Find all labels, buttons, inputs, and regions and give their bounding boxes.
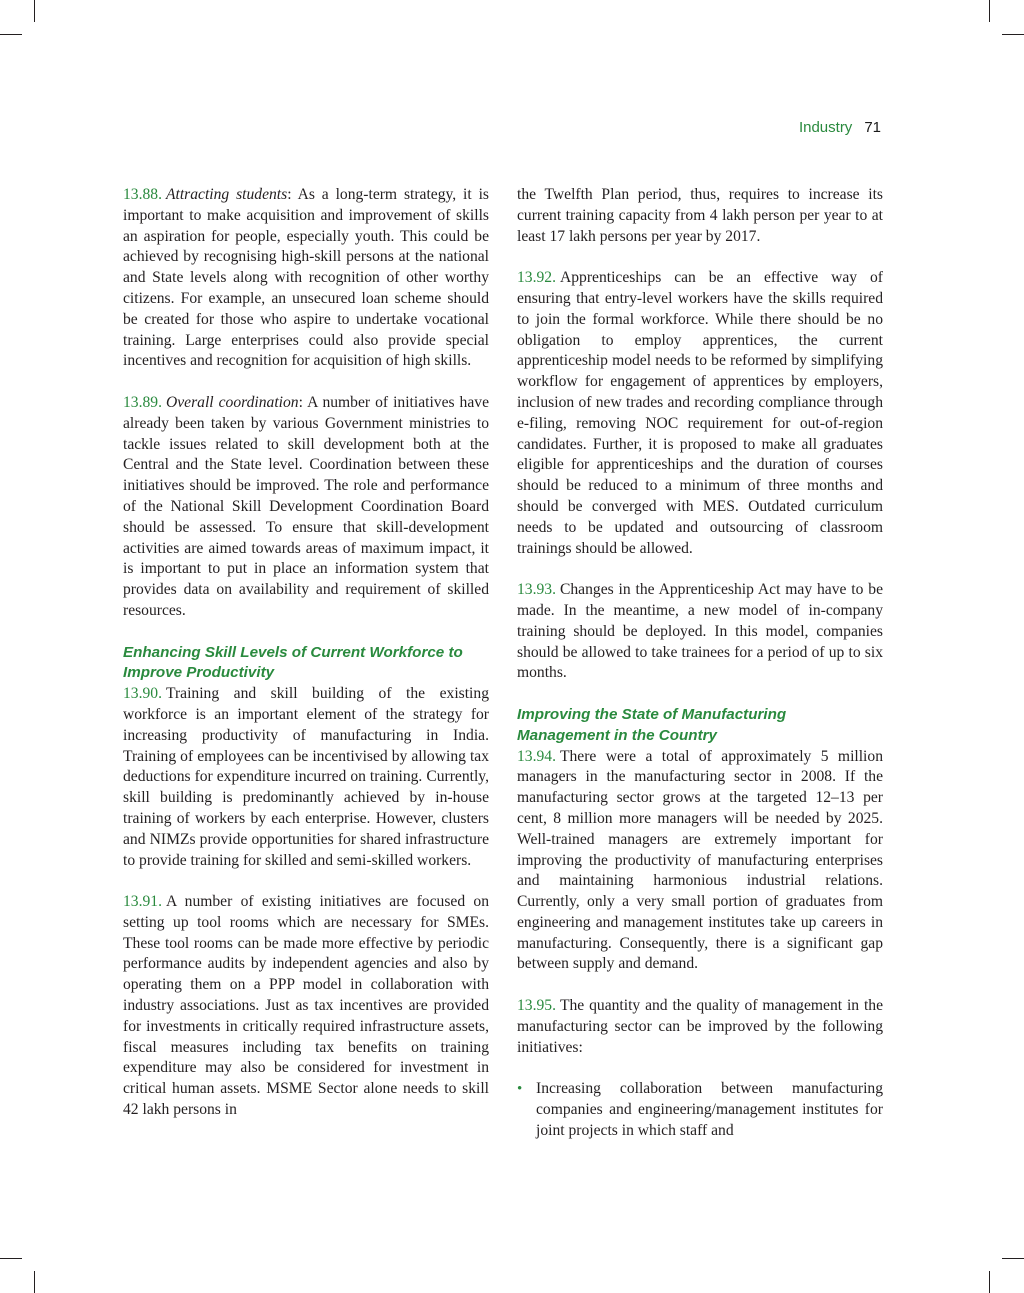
paragraph-text: Training and skill building of the existing workforce is an important element of the strategy for increasing productivity of manufacturing in India. Training of employees can be incentivised by allowing tax deductions for expenditure incurred on training. Currently, skill building is predominantly achieved by in-house training of workers by each enterprise. However, clusters and NIMZs provide opportunities for shared infrastructure to provide training for skilled and semi-skilled workers.	[123, 685, 489, 869]
paragraph-text: There were a total of approximately 5 million managers in the manufacturing sector in 2008. If the manufacturing sector grows at the targeted 12–13 per cent, 8 million more managers will be needed by 2025. Well-trained managers are extremely important for improving the productivity of manufacturing enterprises and maintaining harmonious industrial relations. Currently, only a very small portion of graduates from engineering and management institutes take up careers in manufacturing. Consequently, there is a significant gap between supply and demand.	[517, 747, 883, 973]
page-number: 71	[864, 119, 881, 136]
paragraph-number: 13.93.	[517, 581, 556, 599]
paragraph-text: the Twelfth Plan period, thus, requires to increase its current training capacity from 4 lakh person per year to at least 17 lakh persons per year by 2017.	[517, 186, 883, 245]
paragraph-13-94	[517, 747, 883, 976]
paragraph-13-91	[123, 892, 489, 1121]
paragraph-continued	[517, 185, 883, 247]
paragraph-text: Apprenticeships can be an effective way of ensuring that entry-level workers have the skills required to join the formal workforce. While there should be no obligation to employ apprentices, the current apprenticeship model needs to be reformed by simplifying workflow for engagement of apprentices by employers, inclusion of new trades and recording compliance through e-filing, removing NOC requirement for out-of-region candidates. Further, it is proposed to make all graduates eligible for apprenticeships and the duration of courses should be reduced to a minimum of three months and should be converged with MES. Outdated curriculum needs to be updated and outsourcing of classroom trainings should be allowed.	[517, 269, 883, 557]
paragraph-13-88	[123, 185, 489, 372]
paragraph-number: 13.94.	[517, 747, 556, 765]
paragraph-13-95	[517, 996, 883, 1058]
bullet-list	[517, 1079, 883, 1141]
paragraph-13-90	[123, 684, 489, 871]
crop-mark-bottom-right-v	[989, 1271, 990, 1293]
paragraph-number: 13.90.	[123, 685, 162, 703]
paragraph-lead: Overall coordination	[165, 393, 299, 411]
section-subheading: Improving the State of Manufacturing Management in the Country	[517, 705, 787, 744]
paragraph-13-89	[123, 393, 489, 622]
crop-mark-bottom-left-v	[34, 1271, 35, 1293]
crop-mark-bottom-left-h	[0, 1258, 22, 1259]
paragraph-text: The quantity and the quality of management in the manufacturing sector can be improved by the following initiatives:	[517, 997, 883, 1056]
crop-mark-top-left-h	[0, 34, 22, 35]
section-subheading: Enhancing Skill Levels of Current Workforce to Improve Productivity	[123, 643, 463, 682]
running-head-section: Industry	[798, 119, 853, 136]
bullet-item: • Increasing collaboration between manufacturing companies and engineering/management institutes for joint projects in which staff and	[517, 1079, 883, 1141]
crop-mark-top-left-v	[34, 0, 35, 22]
paragraph-number: 13.89.	[123, 393, 162, 411]
right-column	[517, 185, 883, 1142]
paragraph-number: 13.95.	[517, 997, 556, 1015]
paragraph-number: 13.92.	[517, 269, 556, 287]
crop-mark-top-right-v	[989, 0, 990, 22]
crop-mark-bottom-right-h	[1002, 1258, 1024, 1259]
paragraph-13-93	[517, 580, 883, 684]
left-column	[123, 185, 489, 1142]
paragraph-lead: Attracting students	[165, 186, 288, 203]
paragraph-13-92	[517, 268, 883, 559]
running-head	[799, 119, 881, 136]
paragraph-number: 13.88.	[123, 186, 162, 203]
paragraph-number: 13.91.	[123, 893, 162, 911]
paragraph-text: A number of existing initiatives are focused on setting up tool rooms which are necessary for SMEs. These tool rooms can be made more effective by periodic performance audits by independent agencies and also by operating them on a PPP model in collaboration with industry associations. Just as tax incentives are provided for investments in critically required infrastructure assets, fiscal measures including tax benefits on training expenditure may also be considered for investment in critical human assets. MSME Sector alone needs to skill 42 lakh persons in	[123, 893, 489, 1119]
crop-mark-top-right-h	[1002, 34, 1024, 35]
paragraph-text: : A number of initiatives have already been taken by various Government ministries to tackle issues related to skill development both at the Central and the State level. Coordination between these initiatives should be improved. The role and performance of the National Skill Development Coordination Board should be assessed. To ensure that skill-development activities are aimed towards areas of maximum impact, it is important to put in place an information system that provides data on availability and requirement of skilled resources.	[123, 393, 489, 619]
paragraph-text: : As a long-term strategy, it is important to make acquisition and improvement of skills an aspiration for people, especially youth. This could be achieved by recognising high-skill persons at the national and State levels along with recognition of other worthy citizens. For example, an unsecured loan scheme should be created for those who aspire to undertake vocational training. Large enterprises could also provide special incentives and recognition for acquisition of high skills.	[123, 186, 490, 370]
paragraph-text: Changes in the Apprenticeship Act may have to be made. In the meantime, a new model of in-company training should be deployed. In this model, companies should be allowed to take trainees for a period of up to six months.	[517, 581, 883, 682]
